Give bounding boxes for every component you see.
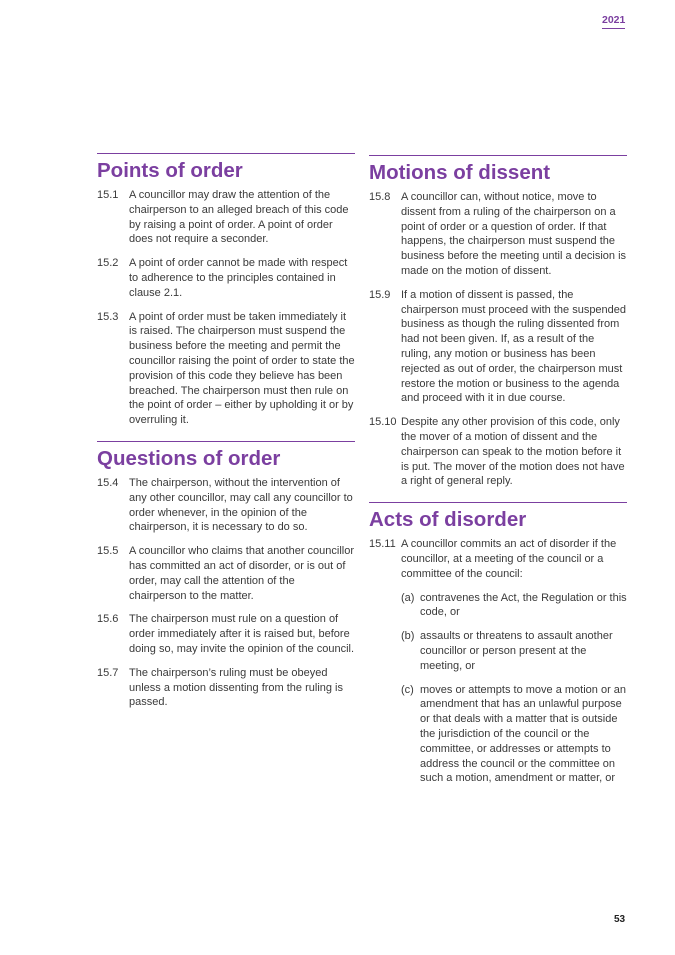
- clause-number: 15.5: [97, 545, 119, 558]
- clause-number: 15.9: [369, 288, 391, 301]
- clause-15-4: [97, 476, 355, 535]
- clause-text: The chairperson’s ruling must be obeyed unless a motion dissenting from the ruling is passed.: [129, 666, 343, 709]
- sub-item-label: (c): [401, 683, 414, 696]
- sub-item-text: contravenes the Act, the Regulation or this code, or: [420, 591, 627, 619]
- clause-15-10: [369, 415, 627, 489]
- clause-number: 15.2: [97, 257, 119, 270]
- clause-number: 15.3: [97, 310, 119, 323]
- clause-number: 15.8: [369, 191, 391, 203]
- heading-points-of-order: Points of order: [97, 159, 243, 182]
- clause-text: The chairperson, without the intervention of any other councillor, may call any councillor to order whenever, in the opinion of the chairperson, it is necessary to do so.: [129, 476, 353, 534]
- clause-text: A councillor can, without notice, move to dissent from a ruling of the chairperson on a point of order or a question of order. If that happens, the chairperson must suspend the business before the meeting until a decision is made on the motion of dissent.: [401, 191, 627, 277]
- sub-item-text: assaults or threatens to assault another councillor or person present at the meeting, or: [420, 630, 613, 672]
- clause-text: The chairperson must rule on a question of order immediately after it is raised but, before doing so, may invite the opinion of the council.: [129, 613, 355, 655]
- left-column: [97, 153, 355, 719]
- clause-15-6: [97, 612, 355, 656]
- sub-item-text: moves or attempts to move a motion or an amendment that has an unlawful purpose or that deals with a matter that is outside the jurisdiction of the council or the committee, or addresses or attempts to address the council or the committee on such a motion, amendment or matter, or: [420, 683, 627, 785]
- clause-15-8: [369, 190, 627, 279]
- heading-questions-of-order: Questions of order: [97, 446, 281, 470]
- section-points-of-order: [97, 153, 355, 428]
- section-questions-of-order: [97, 441, 355, 710]
- clause-15-3: [97, 310, 355, 428]
- clause-text: A councillor commits an act of disorder if the councillor, at a meeting of the council or a committee of the council:: [401, 538, 617, 580]
- clause-15-5: [97, 544, 355, 603]
- sub-item-label: (b): [401, 630, 415, 643]
- clause-text: If a motion of dissent is passed, the chairperson must proceed with the suspended business as though the ruling dissented from had not been given. If, as a result of the ruling, any motion or business has been rejected as out of order, the chairperson must restore the motion or business to the agenda and proceed with it in due course.: [401, 288, 627, 405]
- page-number: 53: [614, 914, 626, 925]
- clause-body: [401, 537, 627, 786]
- heading-motions-of-dissent: Motions of dissent: [369, 161, 551, 184]
- clause-text: A councillor who claims that another councillor has committed an act of disorder, or is out of order, may call the attention of the chairperson to the matter.: [129, 545, 355, 602]
- clause-15-7: [97, 666, 355, 710]
- clause-15-11: [369, 537, 627, 786]
- clause-number: 15.7: [97, 666, 119, 679]
- clause-number: 15.11: [369, 538, 396, 551]
- sub-item-c: [401, 683, 627, 787]
- clause-text: A point of order must be taken immediately it is raised. The chairperson must suspend the business before the meeting and permit the councillor raising the point of order to state the provision of this code they believe has been breached. The chairperson must then rule on the point of order – either by upholding it or by overruling it.: [129, 310, 355, 427]
- heading-acts-of-disorder: Acts of disorder: [369, 508, 527, 532]
- sub-item-label: (a): [401, 591, 415, 604]
- clause-15-1: [97, 188, 355, 247]
- clause-15-2: [97, 256, 355, 300]
- sub-item-b: [401, 629, 627, 673]
- right-column: [369, 155, 627, 795]
- section-motions-of-dissent: [369, 155, 627, 489]
- clause-number: 15.4: [97, 476, 119, 489]
- section-acts-of-disorder: [369, 502, 627, 786]
- clause-number: 15.1: [97, 189, 119, 201]
- clause-number: 15.6: [97, 613, 119, 626]
- clause-text: A point of order cannot be made with respect to adherence to the principles contained in clause 2.1.: [129, 257, 348, 299]
- clause-15-9: [369, 288, 627, 406]
- sub-item-a: [401, 591, 627, 621]
- clause-number: 15.10: [369, 416, 397, 429]
- clause-text: Despite any other provision of this code, only the mover of a motion of dissent and the chairperson can speak to the motion before it is put. The mover of the motion does not have a right of general reply.: [401, 416, 625, 488]
- clause-text: A councillor may draw the attention of the chairperson to an alleged breach of this code by raising a point of order. A point of order does not require a seconder.: [129, 189, 349, 246]
- year-label: 2021: [602, 14, 625, 29]
